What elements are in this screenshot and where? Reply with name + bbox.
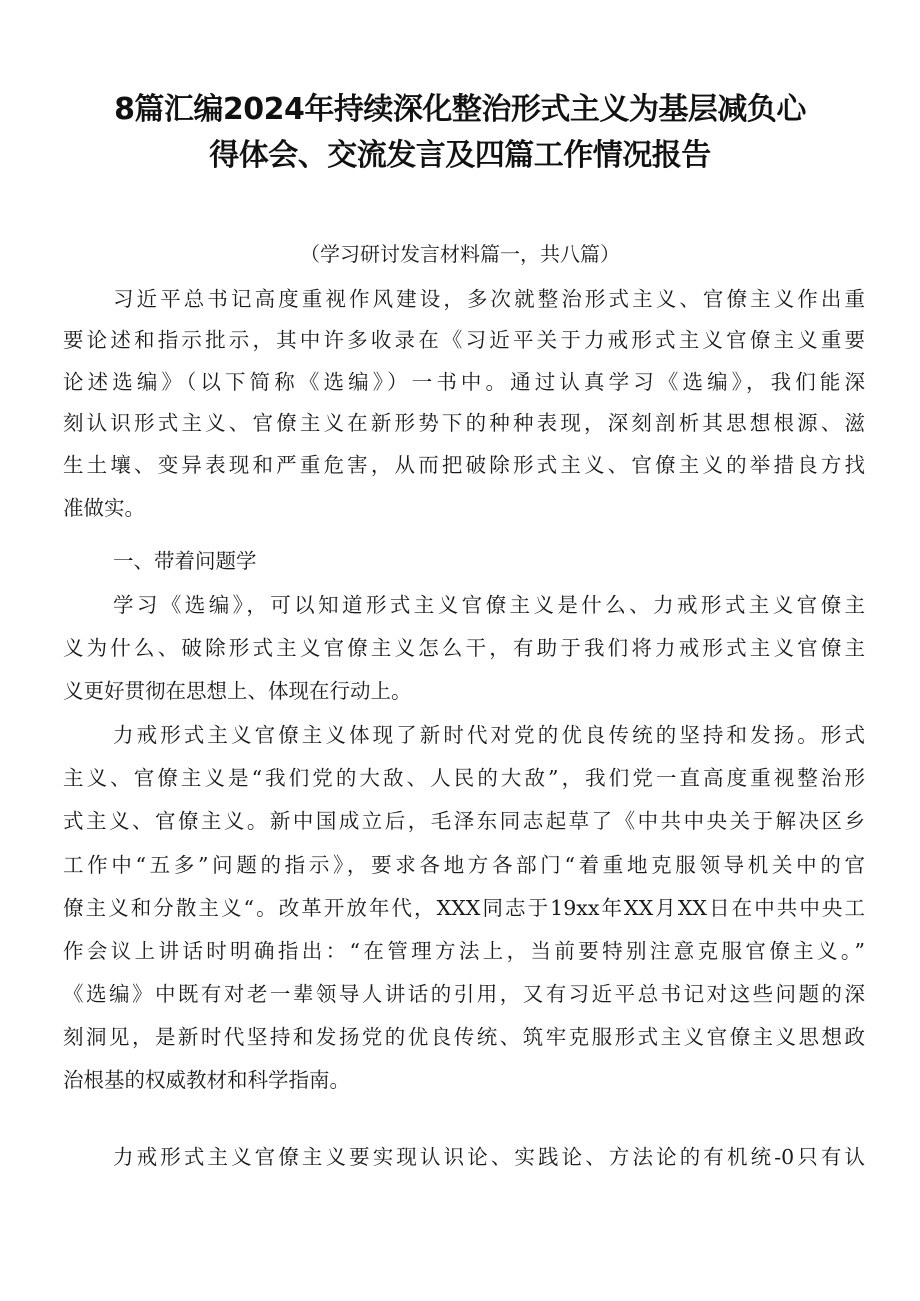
section-heading: 一、带着问题学 bbox=[113, 549, 257, 573]
paragraph-3-line: 式主义、官僚主义。新中国成立后，毛泽东同志起草了《中共中央关于解决区乡 bbox=[63, 809, 865, 833]
paragraph-3-line: 《选编》中既有对老一辈领导人讲话的引用，又有习近平总书记对这些问题的深 bbox=[63, 982, 865, 1006]
paragraph-1-line: 论述选编》（以下简称《选编》）一书中。通过认真学习《选编》，我们能深 bbox=[63, 370, 865, 394]
paragraph-1-line: 刻认识形式主义、官僚主义在新形势下的种种表现，深刻剖析其思想根源、滋 bbox=[63, 411, 865, 435]
paragraph-4-line: 力戒形式主义官僚主义要实现认识论、实践论、方法论的有机统-0只有认 bbox=[113, 1145, 865, 1169]
paragraph-1-line: 生土壤、变异表现和严重危害，从而把破除形式主义、官僚主义的举措良方找 bbox=[63, 453, 865, 477]
paragraph-3-line: 治根基的权威教材和科学指南。 bbox=[63, 1068, 350, 1092]
paragraph-3-line: 工作中“五多”问题的指示》，要求各地方各部门“着重地克服领导机关中的官 bbox=[63, 853, 865, 877]
document-subtitle: （学习研讨发言材料篇一，共八篇） bbox=[300, 242, 620, 266]
document-title-line-1: 8篇汇编2024年持续深化整治形式主义为基层减负心 bbox=[114, 92, 806, 127]
paragraph-3-line: 主义、官僚主义是“我们党的大敌、人民的大敌”，我们党一直高度重视整治形 bbox=[63, 766, 865, 790]
paragraph-2-line: 学习《选编》，可以知道形式主义官僚主义是什么、力戒形式主义官僚主 bbox=[113, 593, 865, 617]
paragraph-3-line: 力戒形式主义官僚主义体现了新时代对党的优良传统的坚持和发扬。形式 bbox=[113, 723, 865, 747]
paragraph-3-line: 刻洞见，是新时代坚持和发扬党的优良传统、筑牢克服形式主义官僚主义思想政 bbox=[63, 1025, 865, 1049]
paragraph-2-line: 义更好贯彻在思想上、体现在行动上。 bbox=[63, 679, 412, 703]
paragraph-1-line: 习近平总书记高度重视作风建设，多次就整治形式主义、官僚主义作出重 bbox=[113, 287, 865, 311]
paragraph-2-line: 义为什么、破除形式主义官僚主义怎么干，有助于我们将力戒形式主义官僚主 bbox=[63, 636, 865, 660]
paragraph-1-line: 准做实。 bbox=[63, 496, 145, 520]
paragraph-3-line: 作会议上讲话时明确指出：“在管理方法上，当前要特别注意克服官僚主义。” bbox=[63, 939, 865, 963]
paragraph-1-line: 要论述和指示批示，其中许多收录在《习近平关于力戒形式主义官僚主义重要 bbox=[63, 328, 865, 352]
paragraph-3-line: 僚主义和分散主义“。改革开放年代，XXX同志于19xx年XX月XX日在中共中央工 bbox=[63, 896, 865, 920]
document-title-line-2: 得体会、交流发言及四篇工作情况报告 bbox=[209, 138, 711, 173]
